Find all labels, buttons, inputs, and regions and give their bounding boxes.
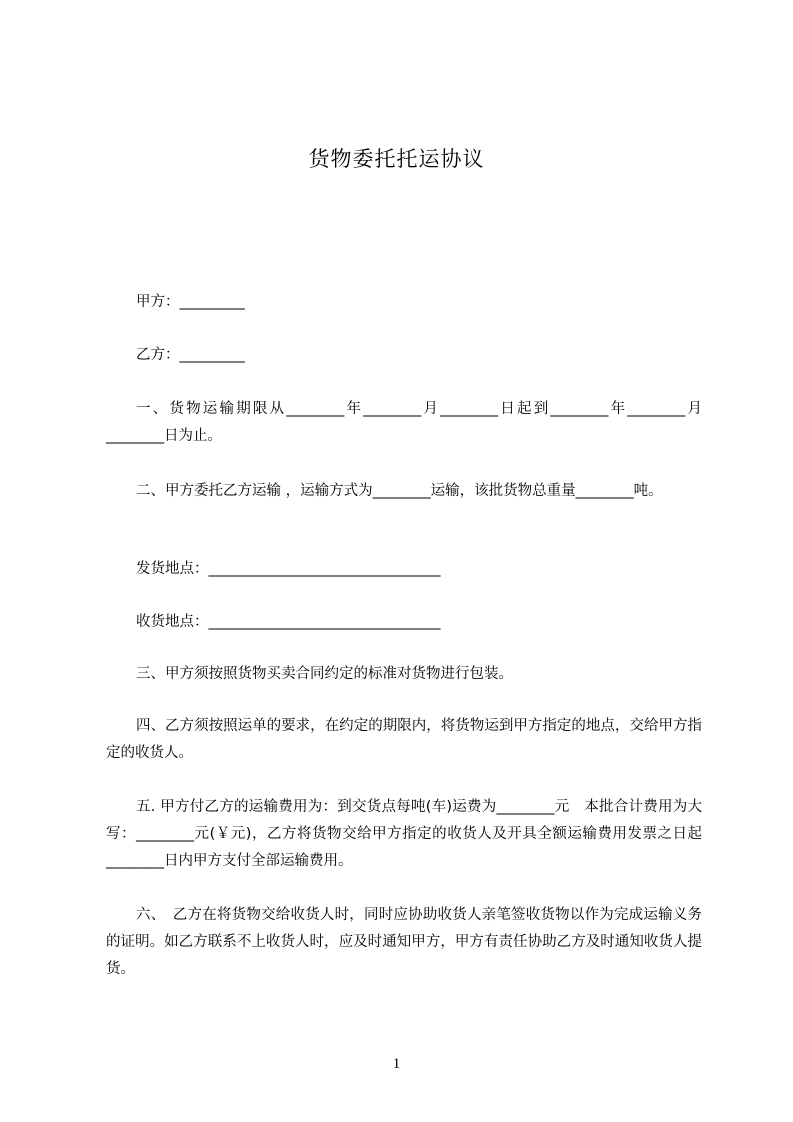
document-title: 货物委托托运协议 xyxy=(308,147,485,171)
party-b-line: 乙方：_________ xyxy=(136,347,245,363)
clause-1: 一、货物运输期限从________年________月________日起到________年________月________日为止。 xyxy=(106,401,702,444)
party-a-line: 甲方：_________ xyxy=(136,294,245,310)
clause-6: 六、 乙方在将货物交给收货人时，同时应协助收货人亲笔签收货物以作为完成运输义务的证明。如乙方联系不上收货人时，应及时通知甲方，甲方有责任协助乙方及时通知收货人提货。 xyxy=(106,907,702,977)
clause-4: 四、乙方须按照运单的要求，在约定的期限内，将货物运到甲方指定的地点，交给甲方指定的收货人。 xyxy=(106,718,702,761)
shipping-place-line: 发货地点：________________________________ xyxy=(136,561,441,577)
page-number: 1 xyxy=(392,1056,401,1072)
clause-3: 三、甲方须按照货物买卖合同约定的标准对货物进行包装。 xyxy=(136,666,513,682)
clause-2: 二、甲方委托乙方运输 ，运输方式为________运输，该批货物总重量________吨。 xyxy=(136,483,663,499)
receiving-place-line: 收货地点：________________________________ xyxy=(136,614,441,630)
clause-5: 五. 甲方付乙方的运输费用为：到交货点每吨(车)运费为________元 本批合计费用为大写：________元(￥元)，乙方将货物交给甲方指定的收货人及开具全额运输费用发票之日起________日内甲方支付全部运输费用。 xyxy=(106,799,702,869)
